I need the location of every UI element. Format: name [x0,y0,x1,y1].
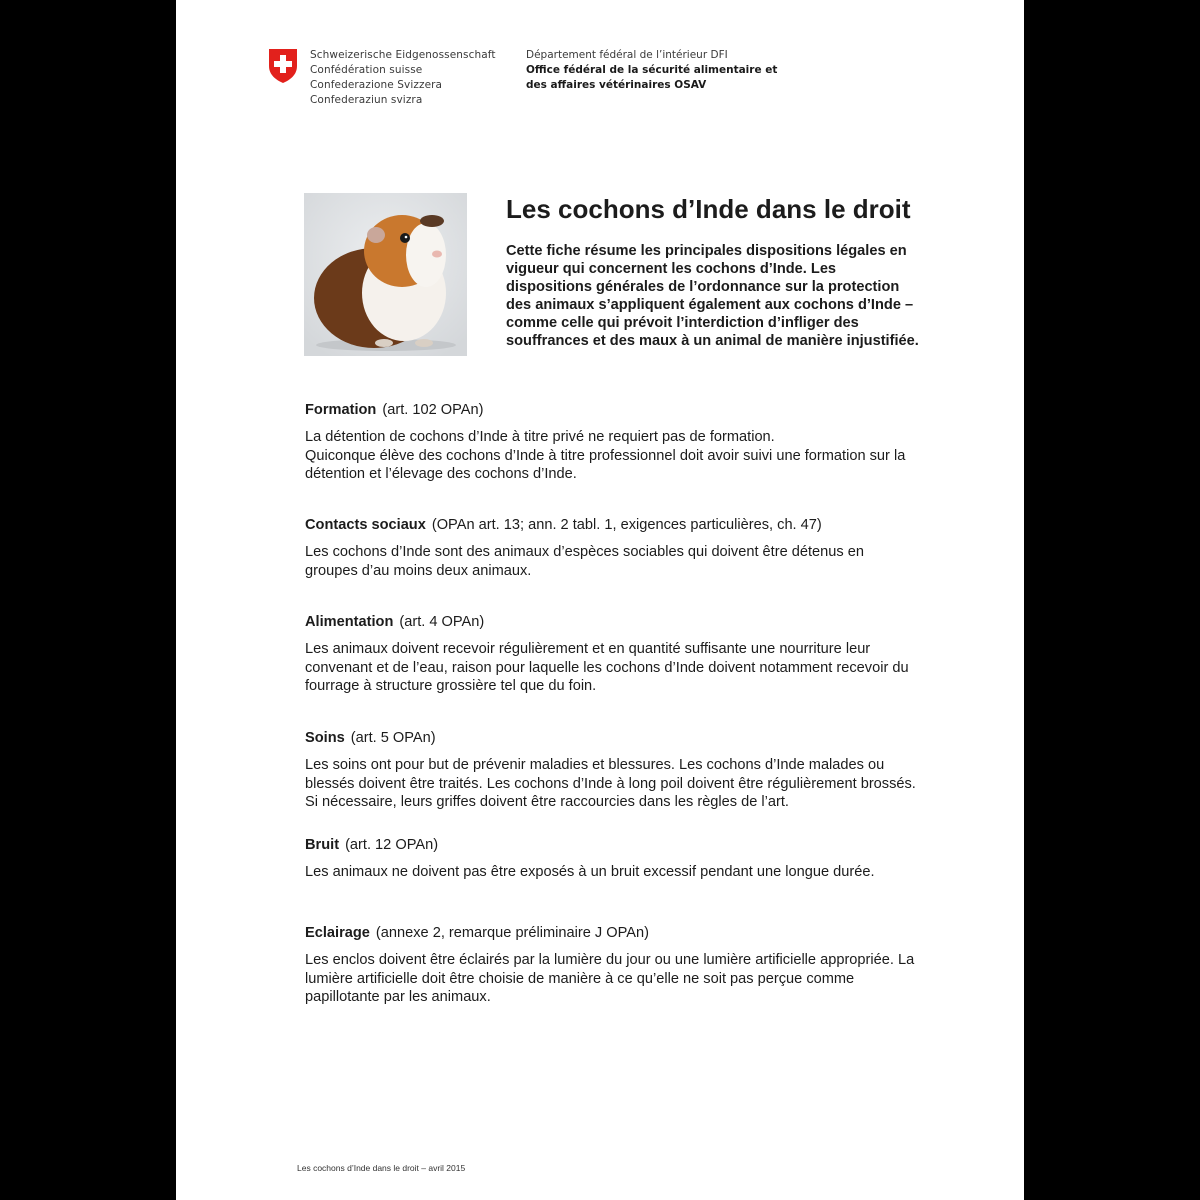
office-name-line-2: des affaires vétérinaires OSAV [526,79,707,91]
swiss-shield-cross-icon [268,48,298,84]
section-heading [305,401,945,419]
body-line: Les cochons d’Inde sont des animaux d’espèces sociables qui doivent être détenus en [305,544,864,560]
body-line: papillotante par les animaux. [305,989,491,1005]
section-body [305,640,945,696]
guinea-pig-image [304,193,467,356]
body-line: convenant et de l’eau, raison pour laquelle les cochons d’Inde doivent notamment recevoir du [305,659,909,676]
section-label: Contacts sociaux [305,517,426,533]
section-heading [305,924,945,942]
confederation-name-it: Confederazione Svizzera [310,79,443,91]
lead-line: souffrances et des maux à un animal de manière injustifiée. [506,333,919,349]
body-line: groupes d’au moins deux animaux. [305,562,532,579]
section-reference: (art. 12 OPAn) [345,837,439,853]
section-reference: (art. 4 OPAn) [399,614,485,630]
lead-paragraph [506,242,946,350]
section-formation [305,401,945,484]
page-footer: Les cochons d’Inde dans le droit – avril 2015 [297,1163,466,1173]
section-reference: (art. 102 OPAn) [382,402,484,418]
section-label: Bruit [305,837,340,853]
department-name: Département fédéral de l’intérieur DFI [526,49,728,61]
body-line: Quiconque élève des cochons d’Inde à titre professionnel doit avoir suivi une formation sur la [305,447,906,464]
section-alimentation [305,613,945,696]
body-line: blessés doivent être traités. Les cochons d’Inde à long poil doivent être régulièrement brossés. [305,775,916,792]
section-reference: (OPAn art. 13; ann. 2 tabl. 1, exigences particulières, ch. 47) [431,517,822,533]
document-page [176,0,1024,1200]
section-label: Formation [305,402,377,418]
body-line: La détention de cochons d’Inde à titre privé ne requiert pas de formation. [305,429,775,445]
section-soins [305,729,945,812]
body-line: Les animaux ne doivent pas être exposés à un bruit excessif pendant une longue durée. [305,864,875,880]
office-name-line-1: Office fédéral de la sécurité alimentaire et [526,64,778,76]
department-block [526,48,777,93]
section-eclairage [305,924,945,1007]
section-contacts-sociaux [305,516,945,580]
body-line: Les soins ont pour but de prévenir maladies et blessures. Les cochons d’Inde malades ou [305,757,885,773]
section-heading [305,729,945,747]
lead-line: vigueur qui concernent les cochons d’Inde. Les [506,261,837,277]
confederation-name-de: Schweizerische Eidgenossenschaft [310,49,496,61]
section-bruit [305,836,945,882]
confederation-name-rm: Confederaziun svizra [310,94,423,106]
section-heading [305,836,945,854]
section-body [305,951,945,1007]
lead-line: comme celle qui prévoit l’interdiction d’infliger des [506,315,859,331]
body-line: Si nécessaire, leurs griffes doivent être raccourcies dans les règles de l’art. [305,794,789,810]
section-heading [305,613,945,631]
section-reference: (art. 5 OPAn) [350,730,436,746]
lead-line: Cette fiche résume les principales dispositions légales en [506,243,907,259]
confederation-names [310,48,496,108]
section-body [305,428,945,484]
page-title: Les cochons d’Inde dans le droit [506,194,911,224]
guinea-pig-photo [304,193,467,356]
confederation-name-fr: Confédération suisse [310,64,423,76]
lead-line: des animaux s’appliquent également aux cochons d’Inde – [506,297,914,313]
body-line: Les animaux doivent recevoir régulièrement et en quantité suffisante une nourriture leur [305,641,871,657]
section-body [305,863,945,882]
section-heading [305,516,945,534]
lead-line: dispositions générales de l’ordonnance sur la protection [506,279,900,295]
section-label: Soins [305,730,345,746]
body-line: fourrage à structure grossière tel que du foin. [305,678,597,694]
section-label: Alimentation [305,614,394,630]
section-label: Eclairage [305,925,370,941]
section-body [305,543,945,580]
body-line: détention et l’élevage des cochons d’Inde. [305,466,577,482]
section-body [305,756,945,812]
section-reference: (annexe 2, remarque préliminaire J OPAn) [375,925,649,941]
body-line: Les enclos doivent être éclairés par la lumière du jour ou une lumière artificielle appropriée. La [305,952,915,968]
body-line: lumière artificielle doit être choisie de manière à ce qu’elle ne soit pas perçue comme [305,970,855,987]
